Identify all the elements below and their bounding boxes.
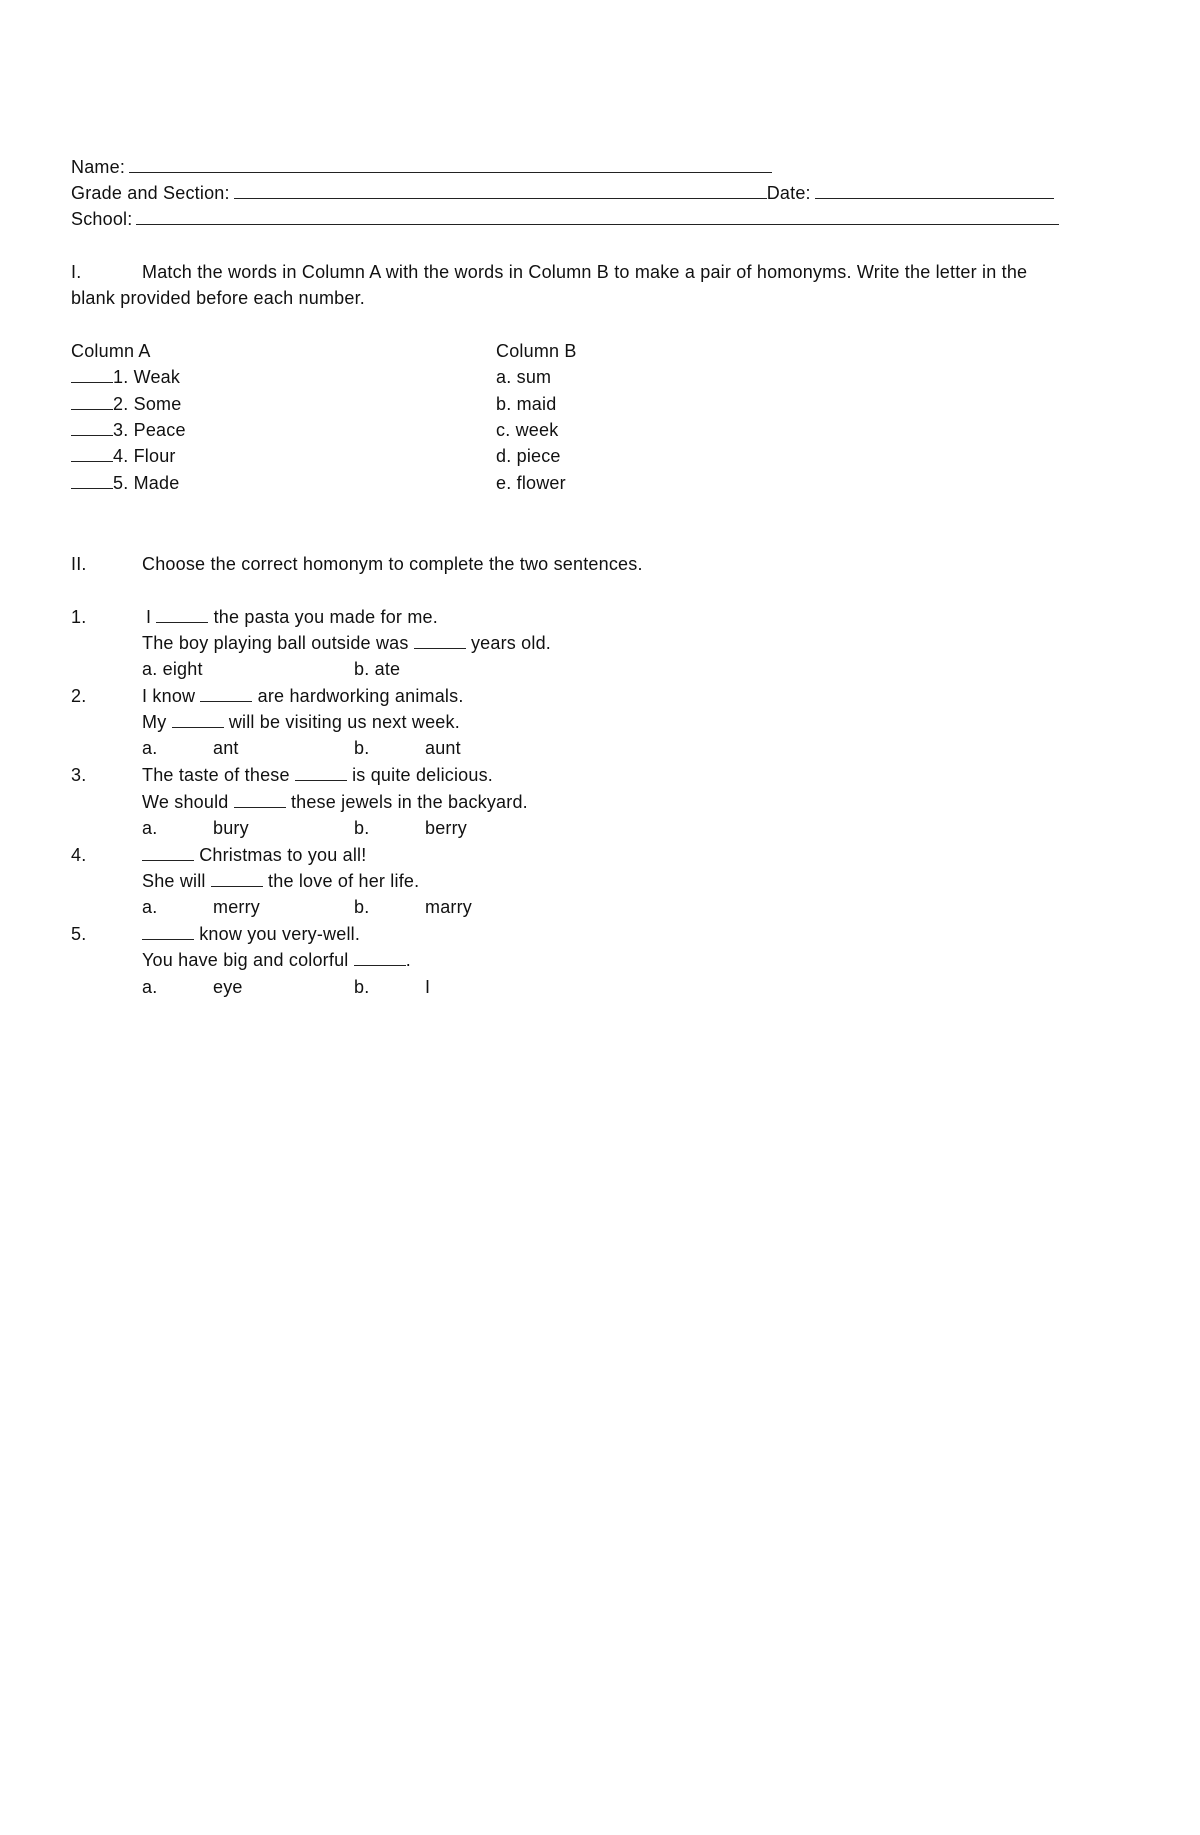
answer-blank[interactable] xyxy=(71,419,113,436)
column-b-item: c. week xyxy=(496,420,559,440)
answer-blank[interactable] xyxy=(295,764,347,781)
part1-numeral: I. xyxy=(71,262,82,282)
column-b-item: e. flower xyxy=(496,473,566,493)
answer-blank[interactable] xyxy=(200,685,252,702)
answer-blank[interactable] xyxy=(142,844,194,861)
item-number: 2. xyxy=(71,686,87,706)
option-a-word: ant xyxy=(213,738,239,758)
sentence-text: She will xyxy=(142,871,206,891)
option-a-letter: a. xyxy=(142,977,158,997)
option-b-word: aunt xyxy=(425,738,461,758)
sentence-1 xyxy=(142,762,493,788)
sentence-text: We should xyxy=(142,792,229,812)
date-label: Date: xyxy=(766,183,811,203)
sentence-text: My xyxy=(142,712,167,732)
sentence-text: . xyxy=(405,950,411,970)
answer-blank[interactable] xyxy=(354,949,406,966)
answer-blank[interactable] xyxy=(234,791,286,808)
sentence-text: is quite delicious. xyxy=(352,765,493,785)
sentence-text: the love of her life. xyxy=(268,871,420,891)
date-blank[interactable] xyxy=(815,180,1054,199)
answer-blank[interactable] xyxy=(414,632,466,649)
option-a: a. eight xyxy=(142,659,203,679)
sentence-1 xyxy=(142,842,366,868)
sentence-text: the pasta you made for me. xyxy=(213,607,438,627)
name-blank[interactable] xyxy=(129,154,772,173)
item-number: 4. xyxy=(71,845,87,865)
sentence-text: these jewels in the backyard. xyxy=(290,792,528,812)
answer-blank[interactable] xyxy=(211,870,263,887)
grade-section-blank[interactable] xyxy=(234,180,767,199)
answer-blank[interactable] xyxy=(71,393,113,410)
option-b-word: berry xyxy=(425,818,468,838)
sentence-2 xyxy=(142,709,460,735)
sentence-2 xyxy=(142,630,551,656)
option-a-letter: a. xyxy=(142,738,158,758)
column-a-item xyxy=(71,443,176,469)
sentence-text: I xyxy=(146,607,152,627)
answer-blank[interactable] xyxy=(142,923,194,940)
sentence-text: You have big and colorful xyxy=(142,950,349,970)
sentence-text: The boy playing ball outside was xyxy=(142,633,409,653)
item-number: 3. xyxy=(71,765,87,785)
column-a-item xyxy=(71,364,180,390)
option-b-word: I xyxy=(425,977,431,997)
answer-blank[interactable] xyxy=(156,606,208,623)
option-a-letter: a. xyxy=(142,897,158,917)
sentence-1 xyxy=(142,921,360,947)
column-a-title: Column A xyxy=(71,341,151,361)
column-a-word: 3. Peace xyxy=(113,420,186,440)
column-b-item: b. maid xyxy=(496,394,557,414)
item-number: 5. xyxy=(71,924,87,944)
option-b-letter: b. xyxy=(354,738,370,758)
option-b: b. ate xyxy=(354,659,401,679)
column-a-item xyxy=(71,391,181,417)
option-a-word: eye xyxy=(213,977,243,997)
answer-blank[interactable] xyxy=(71,366,113,383)
sentence-text: know you very-well. xyxy=(199,924,361,944)
sentence-1 xyxy=(146,604,438,630)
column-a-item xyxy=(71,470,179,496)
sentence-text: I know xyxy=(142,686,196,706)
column-a-word: 1. Weak xyxy=(113,367,181,387)
column-b-title: Column B xyxy=(496,341,577,361)
option-b-letter: b. xyxy=(354,977,370,997)
sentence-2 xyxy=(142,868,419,894)
grade-section-row xyxy=(71,180,1054,206)
option-b-letter: b. xyxy=(354,897,370,917)
option-a-letter: a. xyxy=(142,818,158,838)
option-a-word: bury xyxy=(213,818,249,838)
answer-blank[interactable] xyxy=(71,472,113,489)
item-number: 1. xyxy=(71,607,87,627)
option-b-letter: b. xyxy=(354,818,370,838)
sentence-text: Christmas to you all! xyxy=(199,845,367,865)
answer-blank[interactable] xyxy=(172,711,224,728)
part2-numeral: II. xyxy=(71,554,87,574)
column-b-item: a. sum xyxy=(496,367,552,387)
sentence-1 xyxy=(142,683,464,709)
name-field-row xyxy=(71,154,772,180)
grade-section-label: Grade and Section: xyxy=(71,183,230,203)
sentence-text: years old. xyxy=(470,633,552,653)
column-a-word: 5. Made xyxy=(113,473,180,493)
sentence-text: The taste of these xyxy=(142,765,290,785)
school-blank[interactable] xyxy=(136,206,1059,225)
answer-blank[interactable] xyxy=(71,445,113,462)
column-a-word: 2. Some xyxy=(113,394,182,414)
sentence-2 xyxy=(142,947,411,973)
name-label: Name: xyxy=(71,157,126,177)
column-a-word: 4. Flour xyxy=(113,446,176,466)
school-label: School: xyxy=(71,209,133,229)
sentence-text: are hardworking animals. xyxy=(257,686,464,706)
part1-instruction-line1: Match the words in Column A with the words in Column B to make a pair of homonyms. Write the letter in the xyxy=(142,262,1028,282)
part2-instruction: Choose the correct homonym to complete the two sentences. xyxy=(142,554,643,574)
option-a-word: merry xyxy=(213,897,260,917)
column-b-item: d. piece xyxy=(496,446,561,466)
column-a-item xyxy=(71,417,186,443)
part1-instruction-line2: blank provided before each number. xyxy=(71,288,365,308)
sentence-text: will be visiting us next week. xyxy=(228,712,460,732)
option-b-word: marry xyxy=(425,897,472,917)
sentence-2 xyxy=(142,789,528,815)
school-field-row xyxy=(71,206,1059,232)
